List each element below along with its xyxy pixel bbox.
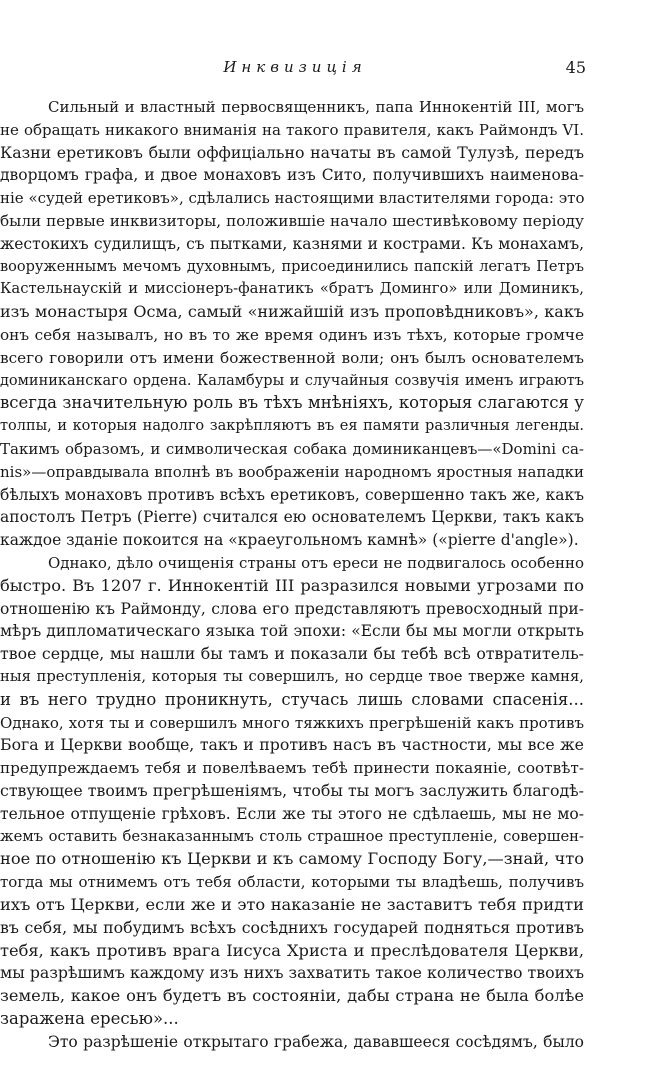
text-line: всегда значительную роль въ тѣхъ мнѣніяхъ, которыя слагаются у: [0, 393, 584, 413]
text-line: тогда мы отнимемъ отъ тебя области, которыми ты владѣешь, получивъ: [0, 873, 584, 892]
text-line: ное по отношенію къ Церкви и къ самому Господу Богу,—знай, что: [0, 849, 584, 869]
text-line: были первые инквизиторы, положившіе начало шестивѣковому періоду: [0, 212, 584, 230]
text-line: Кастельнаускій и миссіонеръ-фанатикъ «братъ Доминго» или Доминикъ,: [0, 280, 584, 298]
text-line: и въ него трудно проникнуть, стучась лишь словами спасенія...: [0, 689, 584, 709]
text-line: вооруженнымъ мечомъ духовнымъ, присоединились папскій легатъ Петръ: [0, 258, 584, 275]
text-line: бѣлыхъ монаховъ противъ всѣхъ еретиковъ, совершенно такъ же, какъ: [0, 485, 584, 504]
text-line: дворцомъ графа, и двое монаховъ изъ Сито, получившихъ наименова-: [0, 166, 584, 185]
text-line: Такимъ образомъ, и символическая собака доминиканцевъ—«Domini ca-: [0, 440, 584, 458]
page-number: 45: [565, 58, 586, 77]
text-line: каждое зданіе покоится на «краеугольномъ камнѣ» («pierre d'angle»).: [0, 531, 579, 550]
text-line: заражена ересью»...: [0, 1009, 179, 1028]
text-line: тебя, какъ противъ врага Іисуса Христа и преслѣдователя Церкви,: [0, 940, 584, 960]
text-line: въ себя, мы побудимъ всѣхъ сосѣднихъ государей подняться противъ: [0, 917, 584, 937]
text-line: апостолъ Петръ (Pierre) считался ею основателемъ Церкви, такъ какъ: [0, 508, 584, 527]
text-line: Сильный и властный первосвященникъ, папа Иннокентій III, могъ: [48, 98, 584, 116]
text-line: Бога и Церкви вообще, такъ и противъ насъ въ частности, мы все же: [0, 735, 584, 755]
text-line: ніе «судей еретиковъ», сдѣлались настоящими властителями города: это: [0, 189, 585, 208]
text-line: быстро. Въ 1207 г. Иннокентій III разразился новыми угрозами по: [0, 575, 584, 595]
text-line: мѣръ дипломатическаго языка той эпохи: «Если бы мы могли открыть: [0, 622, 584, 641]
text-line: не обращать никакого вниманія на такого правителя, какъ Раймондъ VI.: [0, 120, 584, 139]
running-title: Инквизиція: [223, 58, 367, 76]
text-line: nis»—оправдывала вполнѣ въ воображеніи народномъ яростныя нападки: [0, 462, 584, 481]
text-line: мы разрѣшимъ каждому изъ нихъ захватить такое количество твоихъ: [0, 963, 584, 983]
text-line: онъ себя называлъ, но въ то же время одинъ изъ тѣхъ, которые громче: [0, 326, 584, 344]
text-line: ныя преступленія, которыя ты совершилъ, но сердце твое тверже камня,: [0, 668, 584, 685]
page-header: [0, 58, 650, 82]
text-line: ствующее твоимъ прегрѣшеніямъ, чтобы ты могъ заслужить благодѣ-: [0, 781, 584, 800]
text-line: изъ монастыря Осма, самый «нижайшій изъ проповѣдниковъ», какъ: [0, 302, 584, 322]
text-line: доминиканскаго ордена. Каламбуры и случайныя созвучія именъ играютъ: [0, 372, 584, 389]
text-line: Однако, хотя ты и совершилъ много тяжкихъ прегрѣшеній какъ противъ: [0, 713, 584, 732]
text-line: ихъ отъ Церкви, если же и это наказаніе не заставитъ тебя придти: [0, 895, 584, 914]
text-line: земель, какое онъ будетъ въ состояніи, дабы страна не была болѣе: [0, 986, 584, 1006]
text-line: тельное отпущеніе грѣховъ. Если же ты этого не сдѣлаешь, мы не мо-: [0, 804, 584, 823]
text-line: всего говорили отъ имени божественной воли; онъ былъ основателемъ: [0, 348, 584, 367]
text-line: твое сердце, мы нашли бы тамъ и показали бы тебѣ всѣ отвратитель-: [0, 644, 584, 664]
text-line: предупреждаемъ тебя и повелѣваемъ тебѣ принести покаяніе, соотвѣт-: [0, 759, 584, 778]
text-line: Однако, дѣло очищенія страны отъ ереси не подвигалось особенно: [48, 554, 584, 572]
text-line: отношенію къ Раймонду, слова его представляютъ превосходный при-: [0, 599, 584, 618]
text-line: толпы, и которыя надолго закрѣпляютъ въ ея памяти различныя легенды.: [0, 418, 584, 435]
text-line: Это разрѣшеніе открытаго грабежа, дававшееся сосѣдямъ, было: [48, 1032, 584, 1051]
text-line: Казни еретиковъ были оффиціально начаты въ самой Тулузѣ, передъ: [0, 142, 584, 162]
text-line: жестокихъ судилищъ, съ пытками, казнями и кострами. Къ монахамъ,: [0, 234, 584, 253]
text-line: жемъ оставить безнаказаннымъ столь страшное преступленіе, совершен-: [0, 827, 584, 845]
